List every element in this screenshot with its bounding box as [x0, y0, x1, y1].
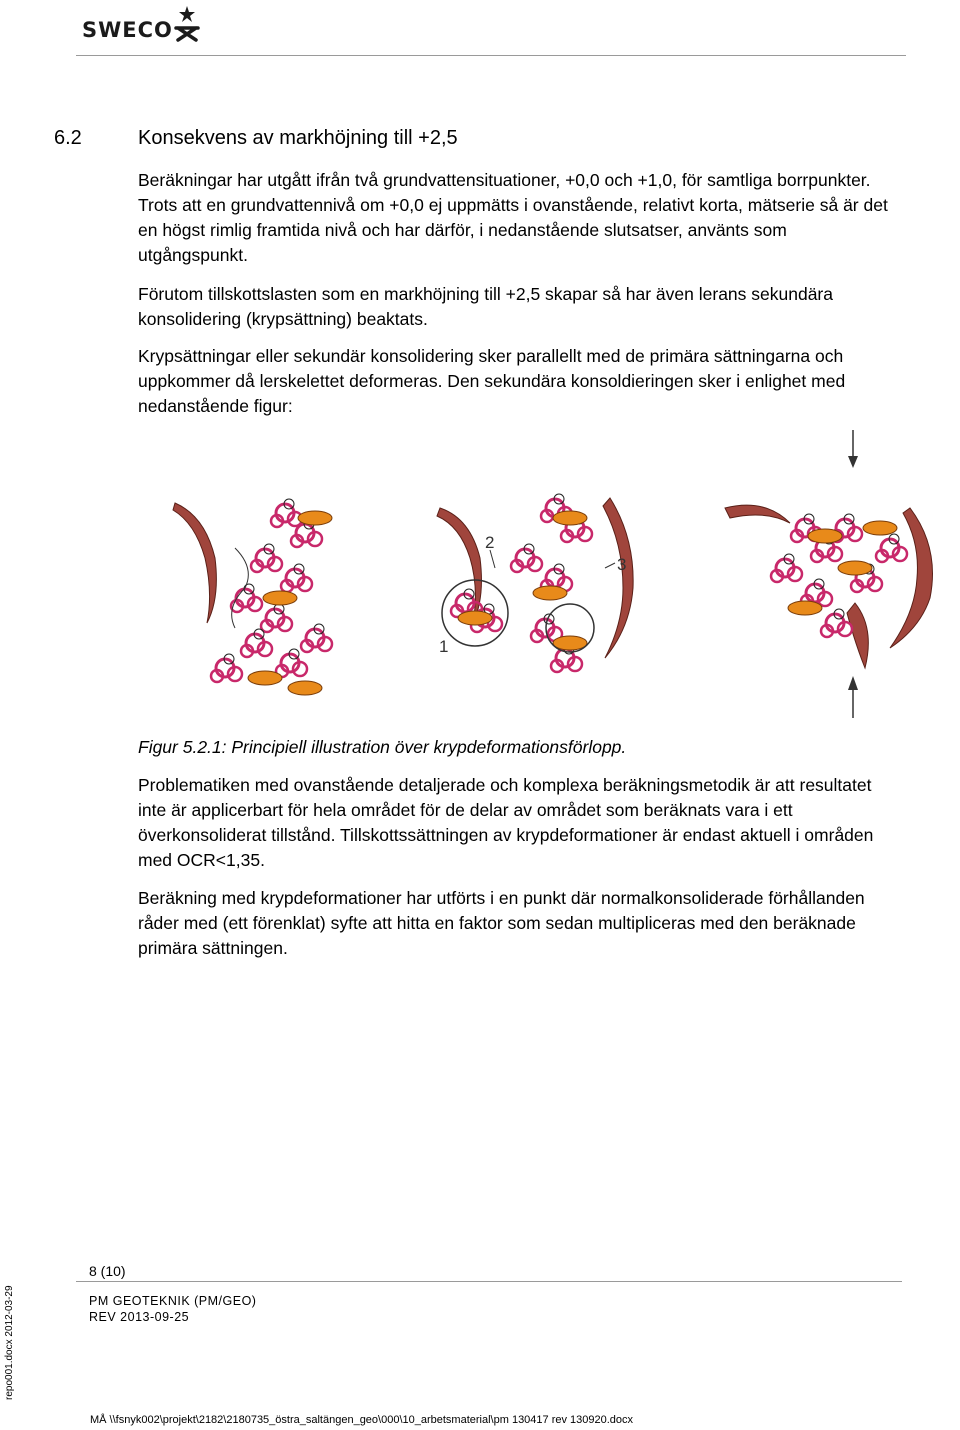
- paragraph-creep: Krypsättningar eller sekundär konsolidering sker parallellt med de primära sättningarna och uppkommer då lerskelettet deformeras. Den sekundära konsoldieringen sker i enlighet med nedanstående figur:: [138, 346, 846, 416]
- figure-caption: Figur 5.2.1: Principiell illustration över krypdeformationsförlopp.: [138, 737, 627, 757]
- load-arrow-bottom-icon: [848, 676, 858, 718]
- file-path: MÅ \\fsnyk002\projekt\2182\2180735_östra_saltängen_geo\000\10_arbetsmaterial\pm 130417 rev 130920.docx: [90, 1414, 634, 1426]
- page-number: 8 (10): [89, 1263, 126, 1279]
- document-revision: REV 2013-09-25: [89, 1310, 190, 1324]
- section-number: 6.2: [54, 127, 82, 149]
- template-id: repo001.docx 2012-03-29: [4, 1285, 15, 1400]
- header-rule: [76, 55, 906, 56]
- label-3: 3: [617, 555, 627, 574]
- section-title: Konsekvens av markhöjning till +2,5: [138, 127, 458, 149]
- panel-stage-1: [173, 499, 332, 695]
- logo-mark-icon: [172, 4, 202, 42]
- section-heading: [54, 127, 458, 150]
- sweco-logo: [82, 4, 202, 44]
- paragraph-problem: Problematiken med ovanstående detaljerade och komplexa beräkningsmetodik är att resultatet inte är applicerbart för hela området för de delar av området som beräknats vara i ett överkonsoliderat tillstånd. Tillskottssättningen av krypdeformationer är endast aktuell i områden med OCR<1,35.: [138, 775, 874, 870]
- panel-stage-2: [437, 494, 633, 672]
- document-type: PM GEOTEKNIK (PM/GEO): [89, 1294, 257, 1308]
- label-1: 1: [439, 637, 449, 656]
- paragraph-calculation: Beräkning med krypdeformationer har utförts i en punkt där normalkonsoliderade förhållanden råder med (ett förenklat) syfte att hitta en faktor som sedan multipliceras med den beräknade primära sättningen.: [138, 888, 865, 958]
- paragraph-additional-load: Förutom tillskottslasten som en markhöjning till +2,5 skapar så har även lerans sekundära konsolidering (krypsättning) beaktats.: [138, 284, 833, 329]
- creep-deformation-figure: [165, 428, 960, 720]
- label-2: 2: [485, 533, 495, 552]
- footer-rule: [76, 1281, 902, 1282]
- paragraph-groundwater: Beräkningar har utgått ifrån två grundvattensituationer, +0,0 och +1,0, för samtliga borrpunkter. Trots att en grundvattennivå om +0,0 ej uppmätts i ovanstående, relativt korta, mätserie så är det en högst rimlig framtida nivå och har därför, i nedanstående slutsatser, använts som utgångspunkt.: [138, 170, 888, 265]
- load-arrow-top-icon: [848, 430, 858, 468]
- panel-stage-3: [725, 505, 933, 668]
- logo-text: SWECO: [82, 18, 173, 42]
